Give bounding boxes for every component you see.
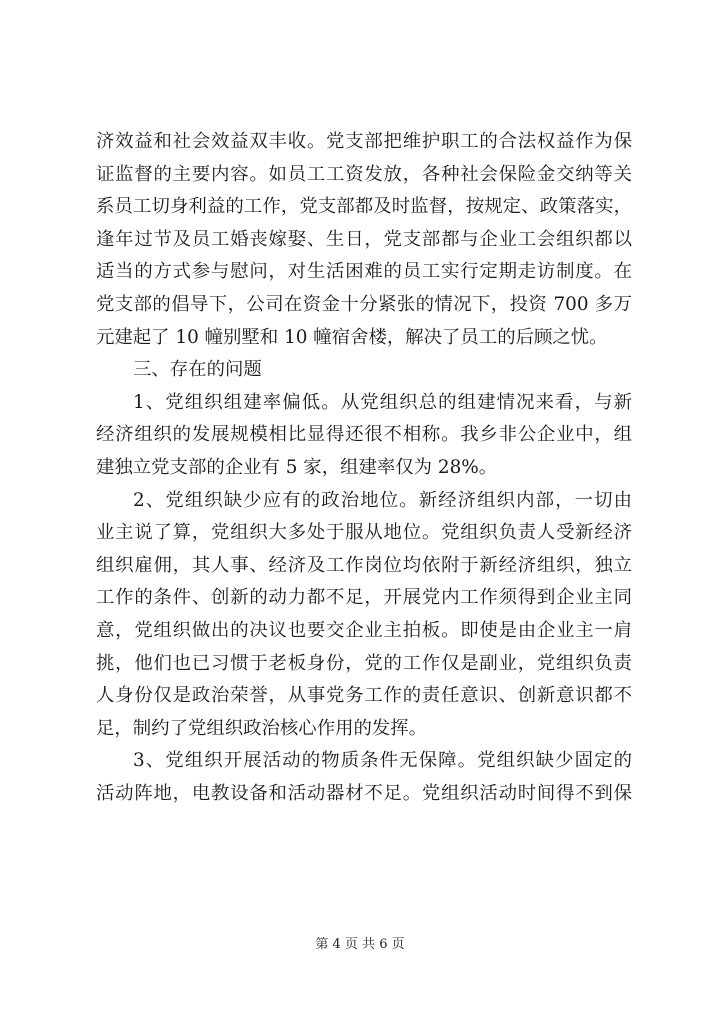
text-line: 济效益和社会效益双丰收。党支部把维护职工的合法权益作为保: [96, 131, 632, 152]
text-line: 经济组织的发展规模相比显得还很不相称。我乡非公企业中，组: [96, 424, 632, 446]
body-text: [96, 126, 632, 810]
text-line: 适当的方式参与慰问，对生活困难的员工实行定期走访制度。在: [96, 261, 632, 283]
text-line: 业主说了算，党组织大多处于服从地位。党组织负责人受新经济: [96, 522, 632, 544]
text-line: 系员工切身利益的工作，党支部都及时监督，按规定、政策落实，: [96, 196, 632, 218]
text-line: 组织雇佣，其人事、经济及工作岗位均依附于新经济组织，独立: [96, 554, 632, 576]
text-line: 2、党组织缺少应有的政治地位。新经济组织内部，一切由: [133, 489, 632, 511]
text-line: 建独立党支部的企业有 5 家，组建率仅为 28%。: [96, 456, 498, 478]
section-heading: 三、存在的问题: [133, 359, 262, 381]
text-line: 元建起了 10 幢别墅和 10 幢宿舍楼，解决了员工的后顾之忧。: [96, 326, 608, 348]
text-line: 逢年过节及员工婚丧嫁娶、生日，党支部都与企业工会组织都以: [96, 228, 632, 250]
text-line: 党支部的倡导下，公司在资金十分紧张的情况下，投资 700 多万: [96, 293, 632, 315]
text-line: 足，制约了党组织政治核心作用的发挥。: [96, 717, 428, 739]
text-line: 意，党组织做出的决议也要交企业主拍板。即使是由企业主一肩: [96, 619, 632, 641]
text-line: 证监督的主要内容。如员工工资发放，各种社会保险金交纳等关: [96, 163, 632, 185]
text-line: 3、党组织开展活动的物质条件无保障。党组织缺少固定的: [133, 750, 632, 772]
text-line: 挑，他们也已习惯于老板身份，党的工作仅是副业，党组织负责: [96, 652, 632, 674]
page-number-footer: 第 4 页 共 6 页: [315, 937, 405, 952]
text-line: 活动阵地，电教设备和活动器材不足。党组织活动时间得不到保: [96, 782, 632, 804]
text-line: 人身份仅是政治荣誉，从事党务工作的责任意识、创新意识都不: [96, 685, 632, 707]
text-line: 工作的条件、创新的动力都不足，开展党内工作须得到企业主同: [96, 587, 632, 609]
text-line: 1、党组织组建率偏低。从党组织总的组建情况来看，与新: [133, 391, 632, 413]
